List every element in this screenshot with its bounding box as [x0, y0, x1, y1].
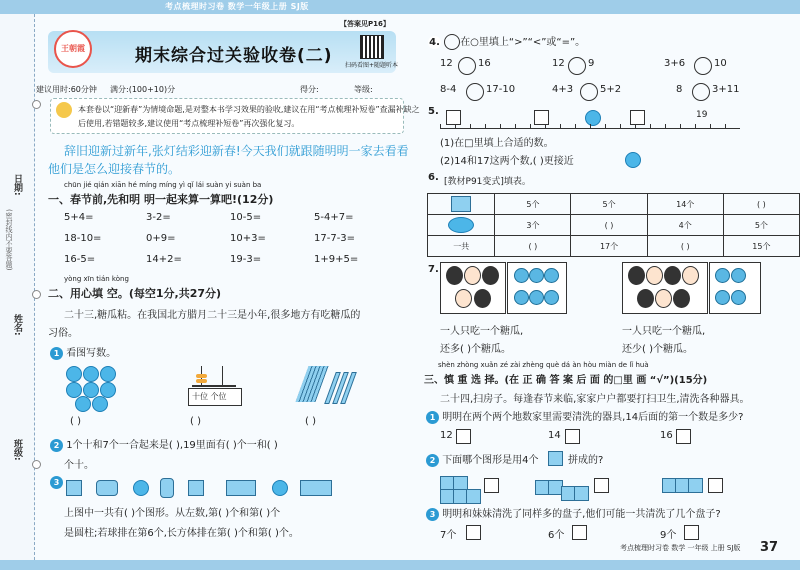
calc-cell[interactable]: 14+2=: [146, 254, 182, 265]
question-number: 3: [426, 508, 439, 521]
s3q2: [426, 451, 539, 467]
q5-number: 5.: [428, 106, 439, 117]
answer-checkbox[interactable]: [572, 525, 587, 540]
table-cell: 14个: [647, 194, 723, 215]
bottom-band: [0, 560, 800, 570]
table-cell[interactable]: ( ): [495, 236, 571, 257]
binding-hole: [32, 290, 41, 299]
cube-shape: [188, 480, 204, 496]
s3q2-tail: 拼成的?: [568, 455, 604, 466]
abacus-bead: [196, 374, 207, 378]
question-number: 2: [50, 439, 63, 452]
cube-icon: [574, 486, 589, 501]
compare-circle[interactable]: [568, 55, 586, 75]
table-cell: 4个: [647, 215, 723, 236]
table-cell[interactable]: ( ): [723, 194, 799, 215]
cuboid-shape: [300, 480, 332, 496]
page-number: 37: [760, 540, 779, 555]
compare-right: 16: [478, 58, 491, 69]
s3q2-text: 下面哪个图形是用4个: [442, 455, 539, 466]
compare-right: 17-10: [486, 84, 516, 95]
sec3-story: 二十四,扫房子。每逢春节来临,家家户户都要打扫卫生,清洗各种器具。: [440, 394, 750, 405]
cube-shape: [66, 480, 82, 496]
table-cell: 15个: [723, 236, 799, 257]
binding-strip: [0, 14, 35, 560]
sweet-icon: [715, 290, 730, 305]
compare-circle[interactable]: [694, 55, 712, 75]
answer-blank[interactable]: ( ): [190, 416, 201, 427]
sec2-title: 二、用心填 空。(每空1分,共27分): [48, 287, 222, 300]
ruler-end-label: 19: [696, 110, 708, 120]
q7-left-line2[interactable]: 还多( )个糖瓜。: [440, 344, 511, 355]
table-cell[interactable]: ( ): [647, 236, 723, 257]
calc-cell[interactable]: 1+9+5=: [314, 254, 359, 265]
option-label: 14: [548, 430, 561, 441]
q5a-text: (1)在□里填上合适的数。: [440, 138, 554, 149]
q6-number: 6.: [428, 172, 439, 183]
top-banner-text: 考点梳理时习卷 数学一年级上册 SJ版: [165, 2, 309, 11]
number-line-ticks: [440, 124, 740, 129]
ball-shape: [272, 480, 288, 496]
compare-left: 12: [440, 58, 453, 69]
q3-line2: 是圆柱;若球排在第6个,长方体排在第( )个和第( )个。: [64, 528, 299, 539]
answer-checkbox[interactable]: [594, 478, 609, 493]
calc-cell[interactable]: 3-2=: [146, 212, 171, 223]
cube-icon: [466, 489, 481, 504]
answer-checkbox[interactable]: [484, 478, 499, 493]
sweet-icon: [514, 290, 529, 305]
sweet-icon: [514, 268, 529, 283]
table-cell[interactable]: ( ): [571, 215, 647, 236]
answer-reference: 【答案见P16】: [340, 20, 390, 28]
calc-cell[interactable]: 16-5=: [64, 254, 96, 265]
answer-blank[interactable]: ( ): [305, 416, 316, 427]
answer-checkbox[interactable]: [684, 525, 699, 540]
number-box[interactable]: [630, 110, 645, 125]
table-cell: 3个: [495, 215, 571, 236]
answer-checkbox[interactable]: [676, 429, 691, 444]
ball-shape: [133, 480, 149, 496]
sec2-story-line2: 习俗。: [48, 328, 78, 339]
sec2-pinyin: yòng xīn tián kòng: [64, 275, 129, 283]
class-label: 班级:: [12, 439, 22, 461]
table-cell: [428, 215, 495, 236]
time-label: 建议用时:60分钟: [36, 85, 97, 94]
table-cell: 17个: [571, 236, 647, 257]
compare-left: 8: [676, 84, 683, 95]
calc-cell[interactable]: 19-3=: [230, 254, 262, 265]
page-footer: 考点梳理时习卷 数学 一年级 上册 SJ版: [620, 544, 741, 552]
q4-title: [428, 33, 585, 50]
child-icon: [637, 289, 654, 308]
cylinder-shape: [160, 478, 174, 498]
seal-note: (密封线内不要答题): [5, 209, 13, 271]
intro-line1: 辞旧迎新过新年,张灯结彩迎新春!今天我们就跟随明明一家去看看: [64, 144, 409, 158]
cuboid-shape: [226, 480, 256, 496]
qr-label: 扫码看图+随题听本: [345, 62, 399, 69]
sec3-title: 三、慎 重 选 择。(在 正 确 答 案 后 面 的□里 画 “√”)(15分): [424, 375, 708, 386]
question-number: 4.: [429, 37, 440, 48]
q1-label: [50, 344, 116, 360]
q7-number: 7.: [428, 264, 439, 275]
compare-circle[interactable]: [458, 55, 476, 75]
compare-right: 3+11: [712, 84, 740, 95]
top-banner: [0, 0, 800, 14]
bell-icon: [56, 102, 72, 118]
answer-checkbox[interactable]: [466, 525, 481, 540]
option-label: 7个: [440, 530, 457, 541]
sec1-pinyin: chūn jié qián xiān hé míng míng yì qǐ lái suàn yi suàn ba: [64, 181, 262, 189]
sweet-icon: [529, 268, 544, 283]
sweet-icon: [544, 290, 559, 305]
compare-left: 3+6: [664, 58, 686, 69]
child-icon: [455, 289, 472, 308]
table-cell: 一共: [428, 236, 495, 257]
q1-text: 看图写数。: [66, 348, 117, 359]
answer-checkbox[interactable]: [456, 429, 471, 444]
s3q3-text: 明明和妹妹清洗了同样多的盘子,他们可能一共清洗了几个盘子?: [442, 509, 721, 520]
option-label: 9个: [660, 530, 677, 541]
child-icon: [673, 289, 690, 308]
compare-right: 10: [714, 58, 727, 69]
fill-table: [427, 193, 800, 257]
score-total-label: 满分:(100+10)分: [110, 85, 176, 94]
child-icon: [664, 266, 681, 285]
q5b-text: (2)14和17这两个数,( )更接近: [440, 156, 574, 167]
calc-cell[interactable]: 5+4=: [64, 212, 94, 223]
compare-right: 5+2: [600, 84, 622, 95]
question-number: 1: [50, 347, 63, 360]
q3-label: [50, 476, 63, 489]
sweet-icon: [731, 268, 746, 283]
compare-circle[interactable]: [692, 81, 710, 101]
option-label: 16: [660, 430, 673, 441]
calc-cell[interactable]: 17-7-3=: [314, 233, 356, 244]
child-icon: [655, 289, 672, 308]
q6-title: [教材P91变式]填表。: [444, 177, 531, 187]
sec2-story-line1: 二十三,糖瓜粘。在我国北方腊月二十三是小年,很多地方有吃糖瓜的: [64, 310, 361, 321]
sec3-pinyin: shèn zhòng xuǎn zé zài zhèng què dá àn hòu miàn de lǐ huà: [438, 361, 649, 369]
sec1-title: 一、春节前,先和明 明一起来算一算吧!(12分): [48, 193, 274, 206]
option-label: 12: [440, 430, 453, 441]
compare-right: 9: [588, 58, 595, 69]
cube-icon: [688, 478, 703, 493]
q3-line1: 上图中一共有( )个图形。从左数,第( )个和第( )个: [64, 508, 281, 519]
q7-right-line2[interactable]: 还少( )个糖瓜。: [622, 344, 693, 355]
sweet-icon: [544, 268, 559, 283]
score-field[interactable]: 得分:: [300, 85, 319, 94]
child-icon: [682, 266, 699, 285]
answer-blank[interactable]: ( ): [70, 416, 81, 427]
notice-line2: 后使用,若错题较多,建议使用“考点梳理补短卷”再次强化复习。: [78, 119, 300, 128]
sweet-icon: [731, 290, 746, 305]
calc-cell[interactable]: 0+9=: [146, 233, 176, 244]
s3q3: [426, 505, 721, 521]
compare-left: 8-4: [440, 84, 457, 95]
q2-line2: 个十。: [64, 460, 94, 471]
child-icon: [464, 266, 481, 285]
abacus-rod: [222, 366, 223, 386]
compare-left: 12: [552, 58, 565, 69]
compare-left: 4+3: [552, 84, 574, 95]
binding-hole: [32, 100, 41, 109]
cylinder-shape: [96, 480, 118, 496]
question-number: 1: [426, 411, 439, 424]
ball-shape: [66, 366, 82, 382]
q4-text: 在○里填上“>”“<”或“=”。: [460, 37, 586, 48]
q2-text: 1个十和7个一合起来是( ),19里面有( )个一和( ): [66, 440, 278, 451]
calc-cell[interactable]: 18-10=: [64, 233, 102, 244]
page-title: 期末综合过关验收卷(二): [135, 46, 333, 66]
ball-shape: [83, 366, 99, 382]
q2-line1: [50, 436, 278, 452]
ball-icon: [625, 152, 641, 168]
compare-circle[interactable]: [466, 81, 484, 101]
ball-shape: [75, 396, 91, 412]
answer-checkbox[interactable]: [565, 429, 580, 444]
question-number: 3: [50, 476, 63, 489]
abacus-label: 十位 个位: [192, 392, 227, 401]
calc-cell[interactable]: 10+3=: [230, 233, 266, 244]
question-number: 2: [426, 454, 439, 467]
s3q1-text: 明明在两个两个地数家里需要清洗的器具,14后面的第一个数是多少?: [442, 412, 744, 423]
calc-cell[interactable]: 5-4+7=: [314, 212, 354, 223]
grade-field[interactable]: 等级:: [354, 85, 373, 94]
sweet-icon: [529, 290, 544, 305]
binding-hole: [32, 460, 41, 469]
q7-left-line1: 一人只吃一个糖瓜,: [440, 326, 524, 337]
table-cell: [428, 194, 495, 215]
cube-icon: [548, 451, 563, 466]
compare-circle[interactable]: [580, 81, 598, 101]
calc-cell[interactable]: 10-5=: [230, 212, 262, 223]
table-cell: 5个: [571, 194, 647, 215]
number-box[interactable]: [446, 110, 461, 125]
s3q1: [426, 408, 743, 424]
qr-code[interactable]: [360, 35, 384, 59]
child-icon: [646, 266, 663, 285]
number-box[interactable]: [534, 110, 549, 125]
ellipse-icon: [448, 217, 474, 233]
intro-line2: 他们是怎么迎接春节的。: [48, 162, 181, 176]
table-cell: 5个: [495, 194, 571, 215]
sweet-icon: [715, 268, 730, 283]
child-icon: [446, 266, 463, 285]
table-cell: 5个: [723, 215, 799, 236]
cube-icon: [451, 196, 471, 212]
abacus-base: [192, 385, 236, 387]
ball-shape: [100, 366, 116, 382]
q7-right-line1: 一人只吃一个糖瓜,: [622, 326, 706, 337]
answer-checkbox[interactable]: [708, 478, 723, 493]
ball-shape: [92, 396, 108, 412]
option-label: 6个: [548, 530, 565, 541]
notice-line1: 本套卷以“迎新春”为情境命题,是对整本书学习效果的验收,建议在用“考点梳理补短卷”查漏补缺之: [78, 105, 420, 114]
publisher-logo: 王朝霞: [54, 30, 92, 68]
date-label: 日期:: [12, 174, 22, 196]
stick-bundle: [295, 366, 328, 402]
abacus-bead: [196, 379, 207, 383]
child-icon: [474, 289, 491, 308]
child-icon: [482, 266, 499, 285]
child-icon: [628, 266, 645, 285]
compare-circle-icon: [444, 34, 460, 50]
name-label: 姓名:: [12, 314, 22, 336]
